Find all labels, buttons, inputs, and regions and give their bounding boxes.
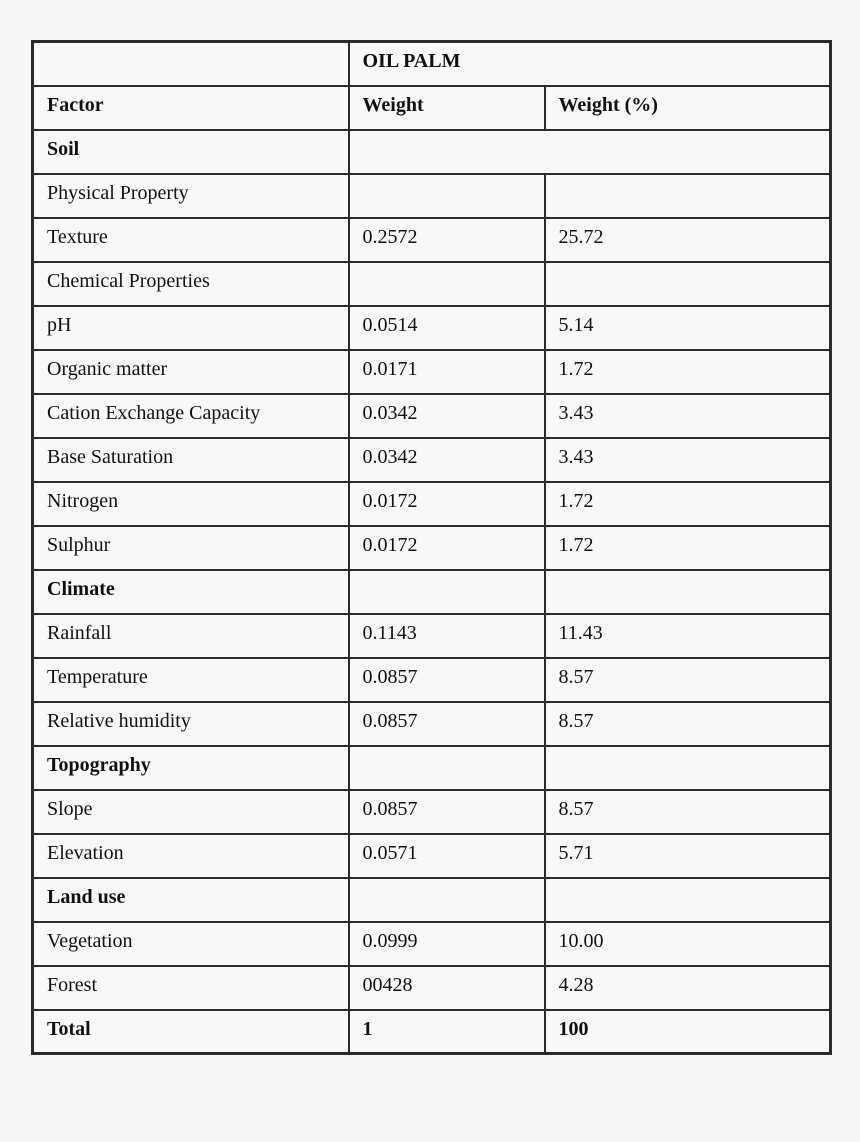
factor-cell: Chemical Properties — [33, 262, 349, 306]
weight-pct-cell: 1.72 — [545, 526, 831, 570]
section-row-topography — [33, 746, 831, 790]
weight-pct-cell: 3.43 — [545, 438, 831, 482]
table-row-nitrogen — [33, 482, 831, 526]
weight-cell: 0.0571 — [349, 834, 545, 878]
section-row-soil — [33, 130, 831, 174]
table-row-forest — [33, 966, 831, 1010]
weight-cell: 0.0171 — [349, 350, 545, 394]
weight-pct-cell: 25.72 — [545, 218, 831, 262]
weight-cell: 0.0857 — [349, 658, 545, 702]
weight-pct-cell: 8.57 — [545, 702, 831, 746]
weight-pct-cell: 10.00 — [545, 922, 831, 966]
weight-cell: 0.0172 — [349, 482, 545, 526]
weight-pct-cell: 8.57 — [545, 658, 831, 702]
column-header-row — [33, 86, 831, 130]
weight-pct-cell: 4.28 — [545, 966, 831, 1010]
table-row-elevation — [33, 834, 831, 878]
column-header-factor: Factor — [33, 86, 349, 130]
column-header-weight: Weight — [349, 86, 545, 130]
section-label: Topography — [33, 746, 349, 790]
weight-cell: 0.0172 — [349, 526, 545, 570]
factor-cell: Nitrogen — [33, 482, 349, 526]
factor-cell: Texture — [33, 218, 349, 262]
factor-cell: Physical Property — [33, 174, 349, 218]
factor-cell: Sulphur — [33, 526, 349, 570]
factor-cell: Relative humidity — [33, 702, 349, 746]
weight-pct-cell: 1.72 — [545, 482, 831, 526]
table-title-row — [33, 42, 831, 86]
factor-cell: Temperature — [33, 658, 349, 702]
weight-cell — [349, 262, 545, 306]
section-label: Climate — [33, 570, 349, 614]
table-row-rainfall — [33, 614, 831, 658]
column-header-weight-pct: Weight (%) — [545, 86, 831, 130]
section-label: Soil — [33, 130, 349, 174]
factor-cell: Elevation — [33, 834, 349, 878]
total-weight-cell: 1 — [349, 1010, 545, 1054]
factor-cell: Organic matter — [33, 350, 349, 394]
factor-weight-table-container — [31, 40, 832, 1055]
factor-cell: Base Saturation — [33, 438, 349, 482]
weight-pct-cell: 11.43 — [545, 614, 831, 658]
weight-pct-cell — [545, 262, 831, 306]
table-row-texture — [33, 218, 831, 262]
section-row-climate — [33, 570, 831, 614]
subsection-row-physical-property — [33, 174, 831, 218]
table-row-sulphur — [33, 526, 831, 570]
subsection-row-chemical-properties — [33, 262, 831, 306]
empty-corner-cell — [33, 42, 349, 86]
table-row-relative-humidity — [33, 702, 831, 746]
weight-pct-cell: 8.57 — [545, 790, 831, 834]
table-row-slope — [33, 790, 831, 834]
weight-pct-cell — [545, 174, 831, 218]
table-row-vegetation — [33, 922, 831, 966]
weight-cell — [349, 878, 545, 922]
merged-empty-cell — [349, 130, 831, 174]
factor-cell: Forest — [33, 966, 349, 1010]
weight-cell: 0.0999 — [349, 922, 545, 966]
table-row-base-saturation — [33, 438, 831, 482]
weight-cell: 0.1143 — [349, 614, 545, 658]
total-row — [33, 1010, 831, 1054]
factor-cell: Rainfall — [33, 614, 349, 658]
weight-pct-cell: 1.72 — [545, 350, 831, 394]
weight-pct-cell: 3.43 — [545, 394, 831, 438]
weight-cell — [349, 746, 545, 790]
factor-cell: Slope — [33, 790, 349, 834]
section-label: Land use — [33, 878, 349, 922]
weight-cell: 00428 — [349, 966, 545, 1010]
factor-cell: Vegetation — [33, 922, 349, 966]
weight-cell: 0.0857 — [349, 702, 545, 746]
table-row-organic-matter — [33, 350, 831, 394]
weight-pct-cell — [545, 878, 831, 922]
table-title: OIL PALM — [349, 42, 831, 86]
table-row-ph — [33, 306, 831, 350]
table-row-cation-exchange-capacity — [33, 394, 831, 438]
weight-cell — [349, 570, 545, 614]
weight-pct-cell: 5.71 — [545, 834, 831, 878]
weight-cell: 0.0342 — [349, 438, 545, 482]
factor-cell: pH — [33, 306, 349, 350]
total-weight-pct-cell: 100 — [545, 1010, 831, 1054]
total-label: Total — [33, 1010, 349, 1054]
factor-cell: Cation Exchange Capacity — [33, 394, 349, 438]
oil-palm-factor-weight-table — [31, 40, 832, 1055]
weight-cell: 0.0514 — [349, 306, 545, 350]
weight-cell: 0.0342 — [349, 394, 545, 438]
weight-cell — [349, 174, 545, 218]
weight-pct-cell — [545, 570, 831, 614]
weight-pct-cell: 5.14 — [545, 306, 831, 350]
weight-cell: 0.2572 — [349, 218, 545, 262]
table-row-temperature — [33, 658, 831, 702]
weight-pct-cell — [545, 746, 831, 790]
weight-cell: 0.0857 — [349, 790, 545, 834]
section-row-land-use — [33, 878, 831, 922]
